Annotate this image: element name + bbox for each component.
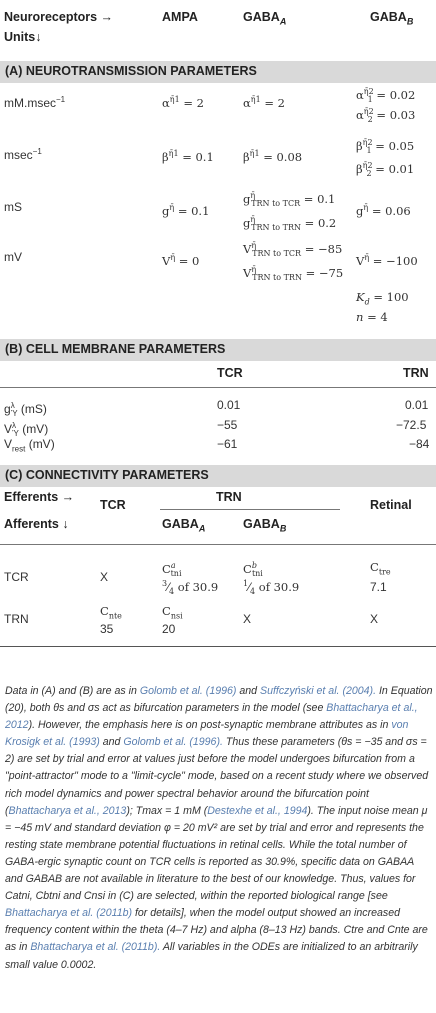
unit-msec: msec$^{-1}$ [4,147,42,162]
alpha2-gabab: $\alpha^{\etā2}_2 = 0.03$ [356,107,416,125]
g-trn-to-trn: $g^{\etā}_{TRN to TRN} = 0.2$ [243,215,337,233]
c-tni-b: $C^b_{tni}$ [243,561,263,579]
v-lambda-tcr: −55 [217,418,238,432]
beta-ampa: $\beta^{\etā1} = 0.1$ [162,149,214,164]
table-footnote: Data in (A) and (B) are as in Golomb et al. (1996) and Suffczyński et al. (2004). In Equation (20), both θs and σs act as bifurcation parameters in the model (see Bhattacharya et al., 2012). However, the emphasis here is on post-synaptic membrane attributes as in von Krosigk et al. (1993) and Golomb et al. (1996). Thus these parameters (θs = −35 and σs = 2) are set by trial and error at values just before the model undergoes bifurcation from a "point-attractor" mode to a "limit-cycle" mode, based on a recent study where we observed rich model dynamics and power spectral behavior around the bifurcation point (Bhattacharya et al., 2013); Tmax = 1 mM (Destexhe et al., 1994). The input noise mean μ = −45 mV and standard deviation φ = 20 mV² are set by trial and error and represents the resting state membrane potential fluctuations in retinal cells. While the total number of GABA-ergic synaptic count on TCR cells is reported as 30.9%, specific data on GABAA and GABAB are not available in literature to the best of our knowledge. Thus, values for Catni, Cbtni and Cnsi in (C) are selected, within the reported biological range [see Bhattacharya et al. (2011b) for details], when the model output showed an increased frequency content within the theta (4–7 Hz) and alpha (8–13 Hz) bands. Ctre and Cnte are as in Bhattacharya et al. (2011b). All variables in the ODEs are initialized to an arbitrarily small value 0.0002. [5,685,433,971]
g-trn-to-tcr: $g^{\etā}_{TRN to TCR} = 0.1$ [243,191,336,209]
beta-gabaa: $\beta^{\etā1} = 0.08$ [243,149,303,164]
section-a-title: (A) NEUROTRANSMISSION PARAMETERS [0,61,436,83]
alpha-ampa: $\alpha^{\etā1} = 2$ [162,95,204,110]
v-lambda-trn: −72.5 [396,418,427,432]
g-gabab: $g^{\etā} = 0.06$ [356,203,411,218]
c-tni-a-value: $^3⁄_4$ of 30.9 [162,579,219,597]
c-tni-a: $C^a_{tni}$ [162,561,182,579]
c-tni-b-value: $^1⁄_4$ of 30.9 [243,579,300,597]
section-b-header-rule [0,387,436,388]
section-b-col-tcr: TCR [217,366,243,380]
section-c-col-retinal: Retinal [370,498,412,512]
c-nte: $C_{nte}$ [100,604,122,621]
v-rest-tcr: −61 [217,437,238,451]
beta2-gabab: $\beta^{\etā2}_2 = 0.01$ [356,161,415,179]
header-gabaa: $GABA_A$ [243,10,287,27]
alpha-gabaa: $\alpha^{\etā1} = 2$ [243,95,285,110]
ref-destexhe-1994[interactable]: Destexhe et al., 1994 [207,804,308,817]
section-c-title: (C) CONNECTIVITY PARAMETERS [0,465,436,487]
v-ampa: $V^{\etā} = 0$ [162,253,200,268]
kd-value: $K_d = 100$ [356,290,409,307]
g-lambda-trn: 0.01 [405,398,429,412]
section-c-col-trn: TRN [216,490,242,504]
alpha1-gabab: $\alpha^{\etā2}_1 = 0.02$ [356,87,416,105]
g-lambda-tcr: 0.01 [217,398,241,412]
ref-von-krosigk-1993[interactable]: von Krosigk et al. (1993) [5,719,409,749]
c-nsi-value: 20 [162,622,176,636]
ref-bhattacharya-2013[interactable]: Bhattacharya et al., 2013 [8,804,127,817]
unit-mv: mV [4,250,22,264]
beta1-gabab: $\beta^{\etā2}_1 = 0.05$ [356,138,415,156]
header-neuroreceptors: Neuroreceptors → [4,10,114,24]
v-rest-trn: −84 [409,437,430,451]
c-tre: $C_{tre}$ [370,560,391,577]
section-c-col-gabaa: $GABA_A$ [162,517,206,534]
table-bottom-rule [0,646,436,647]
row-trn-retinal: X [370,612,379,626]
section-b-title: (B) CELL MEMBRANE PARAMETERS [0,339,436,361]
section-c-header-rule [0,544,436,545]
unit-ms: mS [4,200,22,214]
ref-bhattacharya-2012[interactable]: Bhattacharya et al., 2012 [5,702,418,732]
n-value: n = 4 [356,310,388,324]
header-units: Units↓ [4,30,42,44]
ref-bhattacharya-2011b[interactable]: Bhattacharya et al. (2011b) [5,907,133,920]
header-ampa: AMPA [162,10,198,24]
afferents-label: Afferents ↓ [4,517,69,531]
row-trn-gabab: X [243,612,252,626]
trn-span-rule [160,509,340,510]
row-tcr-tcr: X [100,570,109,584]
efferents-label: Efferents → [4,490,75,504]
c-nte-value: 35 [100,622,114,636]
ref-bhattacharya-2011b-b[interactable]: Bhattacharya et al. (2011b). [30,941,161,954]
c-tre-value: 7.1 [370,580,387,594]
section-c-col-gabab: $GABA_B$ [243,517,287,534]
v-rest-label: $V_{rest}$ (mV) [4,437,55,454]
v-lambda-label: $V^\lambda_Ύ$ (mV) [4,421,49,439]
ref-golomb-1996[interactable]: Golomb et al. (1996) [139,685,237,697]
v-trn-to-trn: $V^{\etā}_{TRN to TRN} = -75$ [243,265,344,283]
g-lambda-label: $g^\lambda_Ύ$ (mS) [4,401,47,419]
header-gabab: $GABA_B$ [370,10,414,27]
g-ampa: $g^{\etā} = 0.1$ [162,203,210,218]
unit-mm-msec: mM.msec$^{-1}$ [4,95,66,110]
section-c-col-tcr: TCR [100,498,126,512]
c-nsi: $C_{nsi}$ [162,604,183,621]
row-trn-label: TRN [4,612,29,626]
ref-golomb-1996-b[interactable]: Golomb et al. (1996). [123,736,223,749]
row-tcr-label: TCR [4,570,29,584]
v-trn-to-tcr: $V^{\etā}_{TRN to TCR} = -85$ [243,241,343,259]
ref-suffczynski-2004[interactable]: Suffczyński et al. (2004). [260,685,377,697]
section-b-col-trn: TRN [403,366,429,380]
v-gabab: $V^{\etā} = -100$ [356,253,418,268]
